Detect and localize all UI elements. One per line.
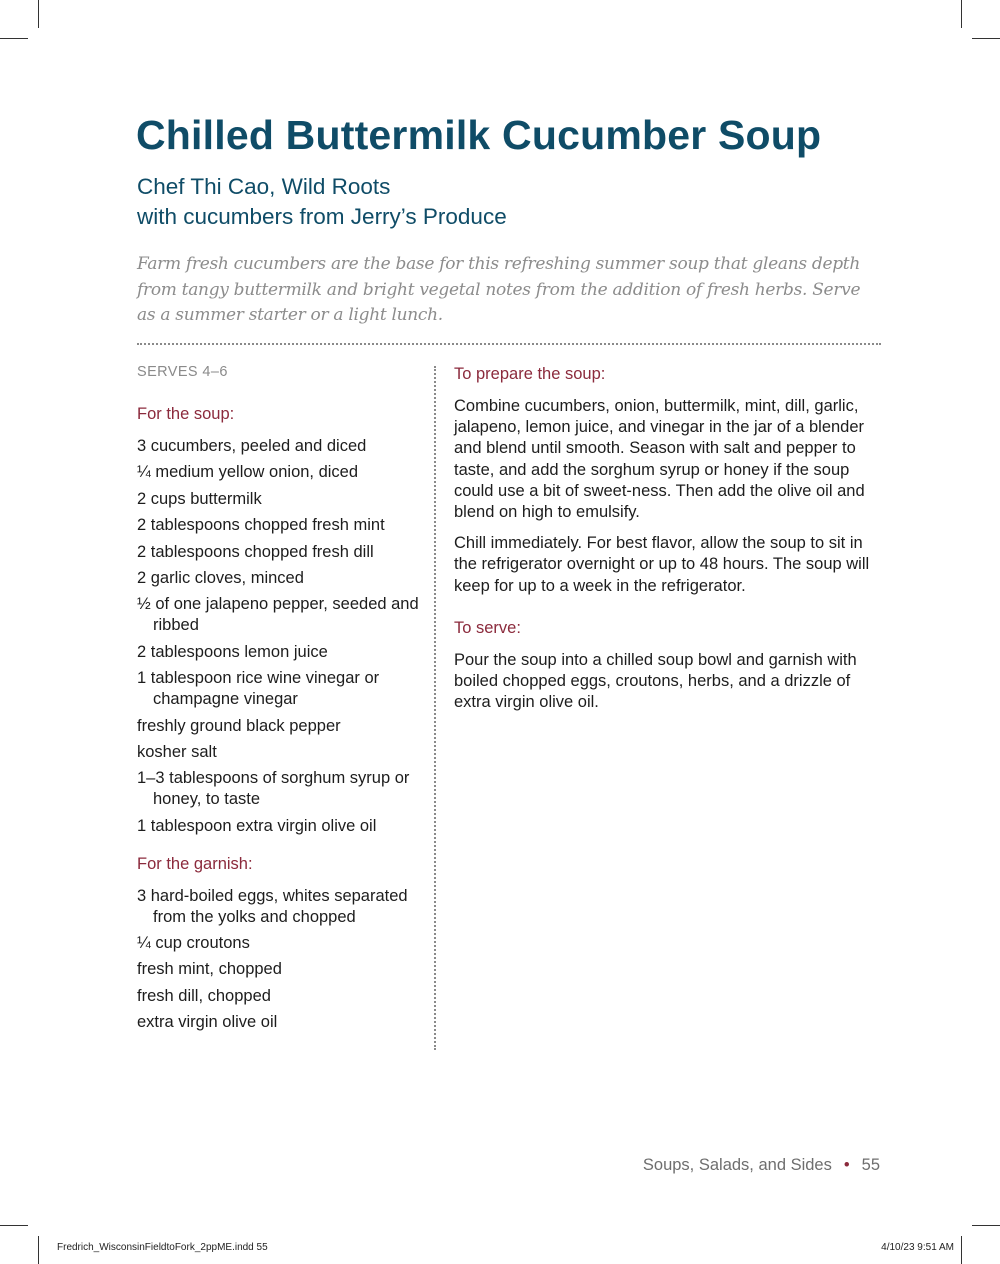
- list-item: 1 tablespoon rice wine vinegar or champagne vinegar: [137, 669, 380, 709]
- instructions-column: [454, 363, 884, 723]
- list-item: 1 tablespoon extra virgin olive oil: [137, 816, 377, 835]
- serve-heading: To serve:: [454, 618, 521, 637]
- crop-mark: [961, 0, 962, 28]
- serves-label: SERVES 4–6: [137, 364, 228, 380]
- crop-mark: [961, 1236, 962, 1264]
- list-item: extra virgin olive oil: [137, 1013, 278, 1032]
- list-item: 2 tablespoons chopped fresh mint: [137, 516, 385, 535]
- crop-mark: [972, 1225, 1000, 1226]
- crop-mark: [0, 38, 28, 39]
- list-item: fresh dill, chopped: [137, 986, 271, 1005]
- chef-credit: Chef Thi Cao, Wild Roots: [137, 174, 391, 199]
- garnish-ingredient-list: [137, 886, 422, 1034]
- list-item: ½ of one jalapeno pepper, seeded and ribbed: [137, 595, 419, 635]
- dotted-divider: [137, 343, 881, 345]
- produce-credit: with cucumbers from Jerry’s Produce: [137, 204, 507, 229]
- page-number: 55: [861, 1156, 880, 1174]
- list-item: 2 tablespoons chopped fresh dill: [137, 542, 374, 561]
- crop-mark: [38, 0, 39, 28]
- prepare-step-2: Chill immediately. For best flavor, allow the soup to sit in the refrigerator overnight or up to 48 hours. The soup will keep for up to a week in the refrigerator.: [454, 534, 870, 595]
- column-divider: [434, 366, 436, 1050]
- crop-mark: [38, 1236, 39, 1264]
- list-item: ¼ medium yellow onion, diced: [137, 463, 359, 482]
- list-item: freshly ground black pepper: [137, 716, 341, 735]
- slug-filename: Fredrich_WisconsinFieldtoFork_2ppME.indd 55: [57, 1242, 268, 1253]
- crop-mark: [972, 38, 1000, 39]
- crop-mark: [0, 1225, 28, 1226]
- list-item: 2 cups buttermilk: [137, 489, 262, 508]
- prepare-step-1: Combine cucumbers, onion, buttermilk, mint, dill, garlic, jalapeno, lemon juice, and vinegar in the jar of a blender and blend until smooth. Season with salt and pepper to taste, and add the sorghum syrup or honey if the soup could use a bit of sweet-ness. Then add the olive oil and blend on high to emulsify.: [454, 397, 865, 522]
- list-item: 2 garlic cloves, minced: [137, 568, 304, 587]
- soup-ingredient-list: [137, 436, 422, 837]
- recipe-subtitle: [137, 172, 507, 232]
- list-item: 1–3 tablespoons of sorghum syrup or honey, to taste: [137, 769, 410, 809]
- recipe-intro: Farm fresh cucumbers are the base for this refreshing summer soup that gleans depth from tangy buttermilk and bright vegetal notes from the addition of fresh herbs. Serve as a summer starter or a light lunch.: [137, 254, 861, 325]
- bullet-icon: •: [843, 1156, 850, 1174]
- list-item: ¼ cup croutons: [137, 934, 250, 953]
- recipe-title: Chilled Buttermilk Cucumber Soup: [136, 112, 822, 158]
- serve-step: Pour the soup into a chilled soup bowl and garnish with boiled chopped eggs, croutons, herbs, and a drizzle of extra virgin olive oil.: [454, 650, 857, 712]
- page-footer: [600, 1156, 880, 1175]
- list-item: 3 hard-boiled eggs, whites separated from the yolks and chopped: [137, 886, 408, 926]
- footer-section-name: Soups, Salads, and Sides: [642, 1156, 832, 1174]
- ingredients-column: [137, 362, 422, 1039]
- soup-heading: For the soup:: [137, 405, 235, 423]
- prepare-heading: To prepare the soup:: [454, 365, 606, 383]
- list-item: 3 cucumbers, peeled and diced: [137, 437, 367, 455]
- garnish-heading: For the garnish:: [137, 854, 253, 873]
- list-item: kosher salt: [137, 742, 217, 761]
- list-item: 2 tablespoons lemon juice: [137, 642, 328, 661]
- slug-timestamp: 4/10/23 9:51 AM: [881, 1242, 954, 1253]
- list-item: fresh mint, chopped: [137, 960, 282, 979]
